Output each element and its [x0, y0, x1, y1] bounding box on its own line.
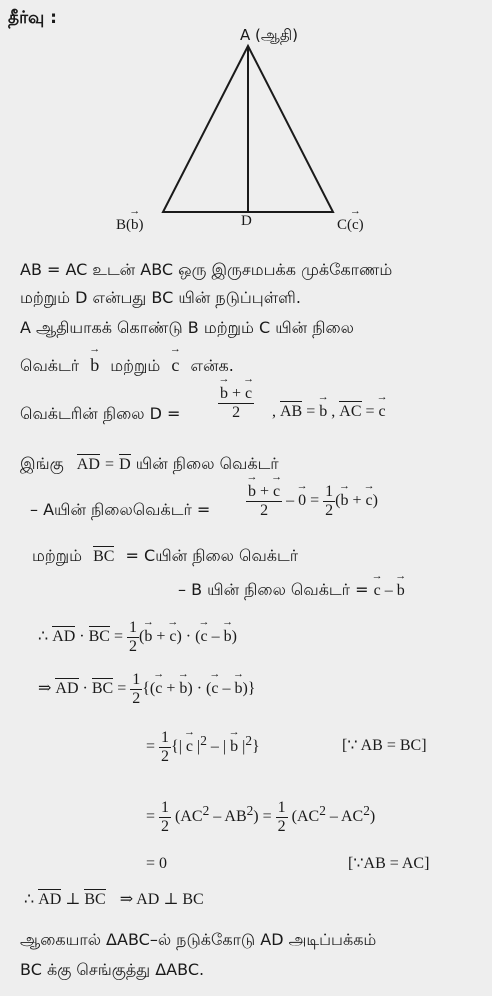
step-magnitudes: = $\frac{1}{2}$ {| $c \to |^2$ – | $b \to |^2$}: [146, 730, 260, 765]
step-ac-ab: = $\frac{1}{2}$ $(AC^2 - AB^2)$ = $\frac{1}{2}$ $(AC^2 - AC^2)$: [146, 799, 376, 835]
step-dot-product-2: ⇒ AD · BC = $\frac{1}{2}$ {(c → + b →) · (c → – b →)}: [38, 672, 255, 707]
line-ad-position: இங்கு AD = D யின் நிலை வெக்டர்: [20, 454, 279, 473]
label-a-origin: A (ஆதி): [240, 26, 298, 44]
line-a-position: – Aயின் நிலைவெக்டர் =: [30, 500, 211, 519]
line-midpoint: மற்றும் D என்பது BC யின் நடுப்புள்ளி.: [20, 288, 301, 307]
label-d: D: [241, 213, 252, 229]
conclusion-perpendicular: ∴ AD ⊥ BC ⇒ AD ⊥ BC: [24, 891, 204, 908]
line-isosceles: AB = AC உடன் ABC ஒரு இருசமபக்க முக்கோணம்: [20, 260, 393, 279]
label-b: B(b →): [116, 218, 144, 233]
ad-expression: $\frac{b \to + c \to}{2}$ – 0 → = $\frac{1}{2}$ (b → + c →): [246, 484, 378, 519]
step-dot-product-1: ∴ AD · BC = $\frac{1}{2}$ (b → + c →) · (c → – b →): [38, 620, 237, 655]
label-c: C(c →): [337, 218, 364, 233]
solution-heading: தீர்வு :: [8, 8, 57, 28]
conclusion-line-1: ஆகையால் ΔABC–ல் நடுக்கோடு AD அடிப்பக்கம்: [20, 930, 377, 949]
line-b-position: – B யின் நிலை வெக்டர் = c → – b →: [178, 582, 405, 599]
reason-ab-ac: [∵AB = AC]: [348, 855, 430, 872]
line-bc-vector: மற்றும் BC = Cயின் நிலை வெக்டர்: [32, 546, 299, 565]
reason-ab-bc: [∵ AB = BC]: [342, 737, 427, 754]
step-zero: = 0: [146, 855, 168, 872]
conclusion-line-2: BC க்கு செங்குத்து ΔABC.: [20, 960, 205, 979]
line-origin: A ஆதியாகக் கொண்டு B மற்றும் C யின் நிலை: [20, 318, 354, 337]
line-position-vectors: வெக்டர் b → மற்றும் c → என்க.: [20, 356, 234, 374]
fraction-b-plus-c: $\frac{b \to + c \to}{2}$: [218, 386, 254, 421]
line-d-position: வெக்டரின் நிலை D =: [20, 404, 181, 423]
vectors-ab-ac: , AB = b → , AC = c →: [272, 404, 386, 420]
